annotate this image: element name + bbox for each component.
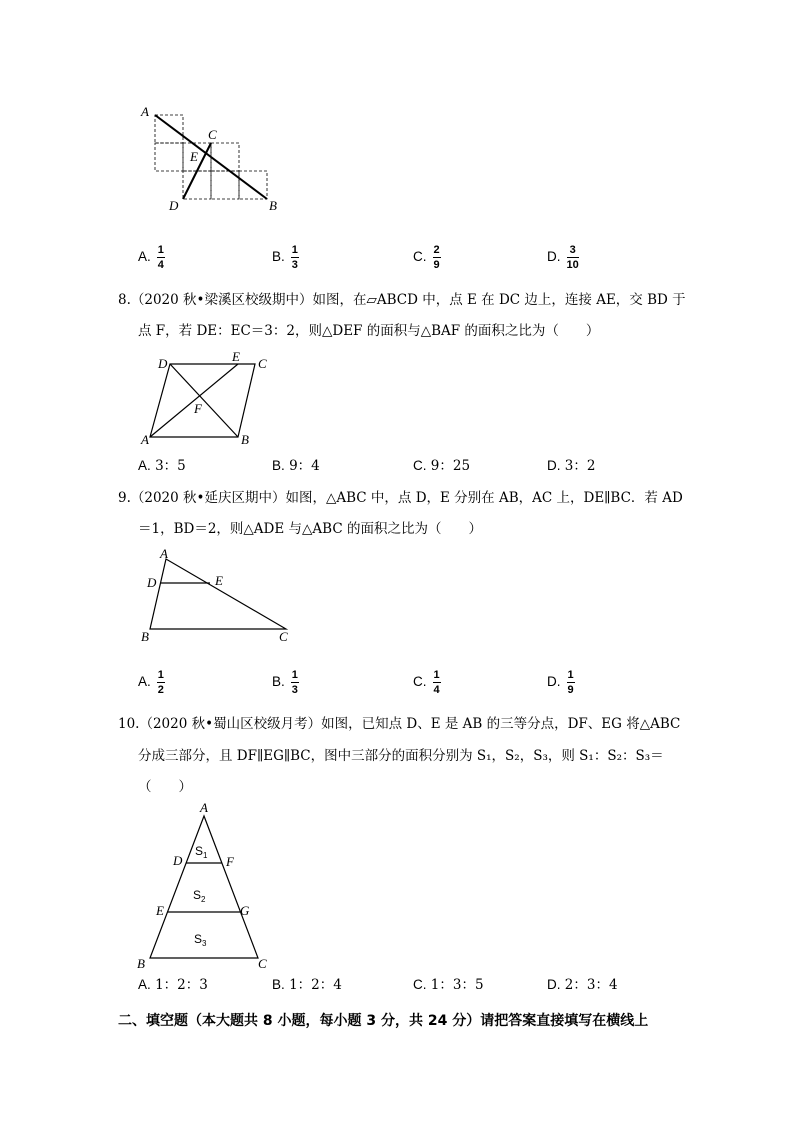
q7-option-b-fraction: $\frac{1}{3}$ bbox=[291, 244, 298, 271]
q7-option-d[interactable] bbox=[547, 244, 579, 271]
label-s2: S bbox=[193, 888, 202, 902]
q10-option-c[interactable]: C. 1：3：5 bbox=[413, 977, 484, 993]
q9-stem-line1: 9.（2020 秋•延庆区期中）如图，△ABC 中，点 D，E 分别在 AB，AC 上，DE∥BC．若 AD bbox=[118, 490, 683, 506]
label-s3: S bbox=[194, 932, 203, 946]
label-f: F bbox=[194, 401, 202, 416]
q8-option-b[interactable]: B. 9：4 bbox=[272, 458, 320, 474]
label-f: F bbox=[226, 854, 234, 869]
q9-option-c[interactable]: C. $\frac{1}{4}$ bbox=[413, 669, 440, 696]
q8-option-c[interactable]: C. 9：25 bbox=[413, 458, 471, 474]
label-e: E bbox=[190, 149, 198, 164]
q10-stem-line2: 分成三部分，且 DF∥EG∥BC，图中三部分的面积分别为 S₁，S₂，S₃，则 S₁：S₂：S₃＝ bbox=[138, 748, 664, 764]
q10-option-a[interactable]: A. 1：2：3 bbox=[138, 977, 208, 993]
label-a: A bbox=[160, 546, 168, 561]
label-b: B bbox=[141, 629, 149, 644]
q10-option-b[interactable]: B. 1：2：4 bbox=[272, 977, 342, 993]
q7-option-c[interactable] bbox=[413, 244, 441, 271]
label-s2-sub: 2 bbox=[201, 895, 206, 904]
label-a: A bbox=[141, 432, 149, 447]
label-e: E bbox=[232, 350, 240, 364]
label-b: B bbox=[269, 198, 277, 213]
label-a: A bbox=[200, 800, 208, 815]
q7-option-a-fraction: $\frac{1}{4}$ bbox=[157, 244, 164, 271]
q10-stem-line3: （ ） bbox=[138, 779, 192, 795]
q8-option-d[interactable]: D. 3：2 bbox=[547, 458, 596, 474]
q8-stem-line2: 点 F，若 DE：EC＝3：2，则△DEF 的面积与△BAF 的面积之比为（ ） bbox=[138, 323, 600, 339]
section-2-heading: 二、填空题（本大题共 8 小题，每小题 3 分，共 24 分）请把答案直接填写在横线上 bbox=[118, 1013, 649, 1029]
q9-figure bbox=[138, 545, 298, 645]
q7-option-c-letter: C. bbox=[413, 249, 427, 264]
q8-option-a[interactable]: A. 3：5 bbox=[138, 458, 186, 474]
label-d: D bbox=[158, 356, 168, 371]
q9-option-b[interactable]: B. $\frac{1}{3}$ bbox=[272, 669, 298, 696]
q7-figure bbox=[135, 100, 285, 215]
q10-option-d[interactable]: D. 2：3：4 bbox=[547, 977, 618, 993]
q7-option-d-letter: D. bbox=[547, 249, 561, 264]
label-d: D bbox=[173, 853, 183, 868]
q7-option-a[interactable] bbox=[138, 244, 165, 271]
label-e: E bbox=[156, 903, 164, 918]
q10-figure bbox=[134, 800, 274, 975]
q10-stem-line1: 10.（2020 秋•蜀山区校级月考）如图，已知点 D、E 是 AB 的三等分点，DF、EG 将△ABC bbox=[118, 716, 681, 732]
label-b: B bbox=[137, 956, 145, 971]
q7-option-d-fraction: $\frac{3}{10}$ bbox=[566, 244, 579, 271]
q9-stem-line2: ＝1，BD＝2，则△ADE 与△ABC 的面积之比为（ ） bbox=[138, 521, 482, 537]
label-s1: S bbox=[195, 844, 204, 858]
label-d: D bbox=[147, 575, 157, 590]
q9-option-a[interactable]: A. $\frac{1}{2}$ bbox=[138, 669, 164, 696]
label-c: C bbox=[258, 956, 267, 971]
q7-option-a-letter: A. bbox=[138, 249, 151, 264]
label-b: B bbox=[241, 432, 249, 447]
label-g: G bbox=[240, 903, 250, 918]
label-c: C bbox=[279, 629, 288, 644]
label-s1-sub: 1 bbox=[203, 851, 208, 860]
label-d: D bbox=[169, 198, 179, 213]
label-c: C bbox=[208, 127, 217, 142]
q7-option-c-fraction: $\frac{2}{9}$ bbox=[433, 244, 440, 271]
q8-stem-line1: 8.（2020 秋•梁溪区校级期中）如图，在▱ABCD 中，点 E 在 DC 边上，连接 AE，交 BD 于 bbox=[118, 292, 686, 308]
q7-option-b-letter: B. bbox=[272, 249, 285, 264]
q9-option-d[interactable]: D. $\frac{1}{9}$ bbox=[547, 669, 574, 696]
q8-figure bbox=[138, 350, 278, 450]
label-a: A bbox=[141, 104, 149, 119]
label-s3-sub: 3 bbox=[202, 939, 207, 948]
q7-option-b[interactable] bbox=[272, 244, 299, 271]
label-c: C bbox=[258, 356, 267, 371]
label-e: E bbox=[215, 573, 223, 588]
